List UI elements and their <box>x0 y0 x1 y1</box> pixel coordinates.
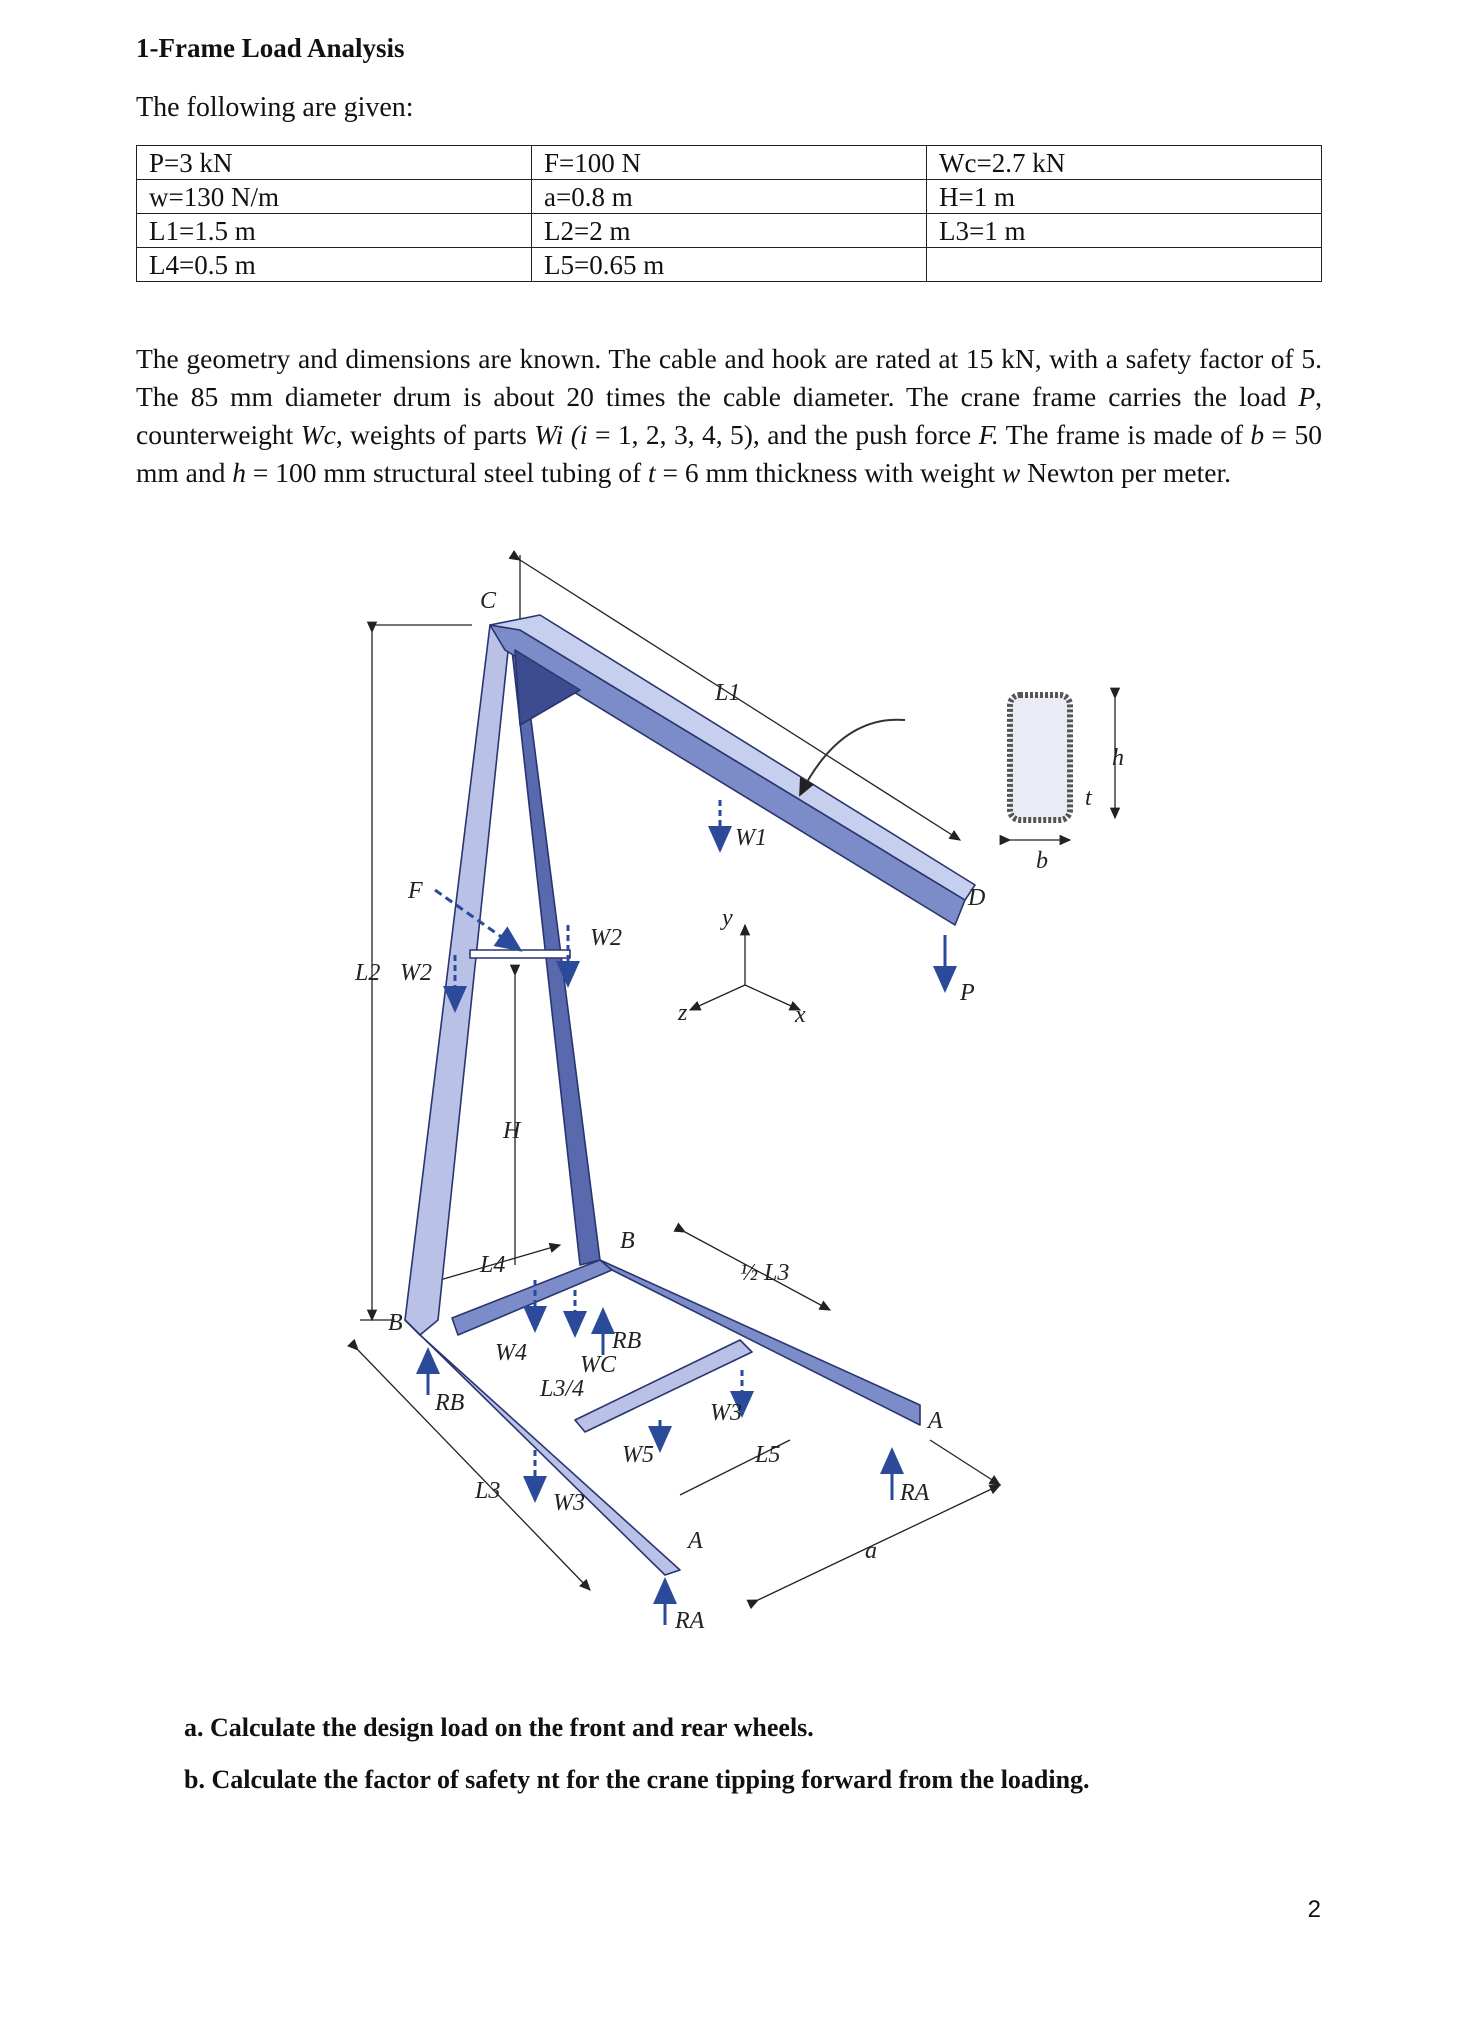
label-y: y <box>722 905 733 931</box>
page-heading: 1-Frame Load Analysis <box>136 33 405 63</box>
label-wc: WC <box>580 1352 616 1378</box>
desc-var: F. <box>978 419 999 450</box>
label-b-top: B <box>620 1228 635 1254</box>
label-w3-right: W3 <box>710 1400 742 1426</box>
label-ra-bottom: RA <box>675 1608 705 1634</box>
label-w5: W5 <box>622 1442 654 1468</box>
desc-var: w <box>1001 457 1021 488</box>
label-rb-left: RB <box>435 1390 465 1416</box>
table-cell: H=1 m <box>927 180 1322 214</box>
section-callout-arrow <box>800 720 905 795</box>
desc-text: , counterweight <box>136 381 1322 450</box>
desc-text: = 6 mm thickness with weight <box>655 457 1002 488</box>
desc-var: t <box>647 457 656 488</box>
label-p: P <box>960 980 975 1006</box>
label-l3-4: L3/4 <box>540 1376 585 1402</box>
table-row <box>137 146 1322 180</box>
desc-var: Wi (i <box>534 419 588 450</box>
given-intro: The following are given: <box>136 92 414 123</box>
load-arrows <box>428 800 945 1625</box>
question-a: a. Calculate the design load on the front and rear wheels. <box>184 1713 814 1742</box>
desc-text: The geometry and dimensions are known. The cable and hook are rated at 15 kN, with a safety factor of 5. The 85 mm diameter drum is about 20 times the cable diameter. The crane frame carries the load <box>136 343 1322 412</box>
label-l5: L5 <box>755 1442 781 1468</box>
table-cell <box>927 248 1322 282</box>
table-cell: L4=0.5 m <box>137 248 532 282</box>
table-cell: w=130 N/m <box>137 180 532 214</box>
label-half-l3: ½ L3 <box>740 1260 790 1286</box>
table-cell: a=0.8 m <box>532 180 927 214</box>
label-l1: L1 <box>715 680 741 706</box>
label-rb-center: RB <box>612 1328 642 1354</box>
table-cell: L3=1 m <box>927 214 1322 248</box>
label-f: F <box>408 878 423 904</box>
boom <box>490 625 965 925</box>
desc-var: b <box>1250 419 1265 450</box>
crane-frame <box>405 615 975 1575</box>
table-cell: L2=2 m <box>532 214 927 248</box>
label-d: D <box>968 885 986 911</box>
desc-var: h <box>232 457 246 488</box>
page-number: 2 <box>1307 1896 1321 1923</box>
label-a-bottom: A <box>688 1528 703 1554</box>
table-cell: P=3 kN <box>137 146 532 180</box>
table-row <box>137 214 1322 248</box>
table-row <box>137 180 1322 214</box>
label-w2-left: W2 <box>400 960 432 986</box>
table-cell: L1=1.5 m <box>137 214 532 248</box>
desc-text: , weights of parts <box>335 419 535 450</box>
given-parameters-table <box>136 145 1322 282</box>
desc-text: Newton per meter. <box>1020 457 1231 488</box>
tie-bar <box>470 950 570 958</box>
crane-frame-figure <box>320 545 1124 1665</box>
label-ra-right: RA <box>900 1480 930 1506</box>
label-x: x <box>795 1002 806 1028</box>
label-c: C <box>480 588 497 614</box>
label-h-dim: H <box>503 1118 521 1144</box>
label-z: z <box>678 1000 688 1026</box>
desc-var: P <box>1298 381 1316 412</box>
desc-text: = 50 mm and <box>136 419 1322 488</box>
label-h: h <box>1112 745 1124 771</box>
base-rear-crossbar <box>452 1260 612 1335</box>
table-row <box>137 248 1322 282</box>
desc-text: = 1, 2, 3, 4, 5), and the push force <box>587 419 979 450</box>
tube-cross-section <box>1010 695 1115 840</box>
label-b-left: B <box>388 1310 403 1336</box>
label-a-right: A <box>928 1408 943 1434</box>
label-l2: L2 <box>355 960 381 986</box>
label-w3-bottom: W3 <box>553 1490 585 1516</box>
label-l3-bottom: L3 <box>475 1478 501 1504</box>
questions <box>184 1713 1090 1817</box>
table-cell: L5=0.65 m <box>532 248 927 282</box>
table-cell: Wc=2.7 kN <box>927 146 1322 180</box>
label-l4: L4 <box>480 1252 506 1278</box>
desc-text: = 100 mm structural steel tubing of <box>246 457 648 488</box>
label-t: t <box>1085 785 1092 811</box>
label-w1: W1 <box>735 825 767 851</box>
label-w2: W2 <box>590 925 622 951</box>
table-cell: F=100 N <box>532 146 927 180</box>
label-w4: W4 <box>495 1340 527 1366</box>
desc-var: Wc <box>300 419 336 450</box>
front-leg <box>510 632 600 1265</box>
desc-text: The frame is made of <box>998 419 1251 450</box>
label-b: b <box>1036 848 1048 874</box>
problem-description <box>136 340 1322 492</box>
question-b: b. Calculate the factor of safety nt for the crane tipping forward from the loading. <box>184 1765 1090 1794</box>
coordinate-axes <box>690 925 800 1010</box>
label-a-dim: a <box>865 1538 877 1564</box>
